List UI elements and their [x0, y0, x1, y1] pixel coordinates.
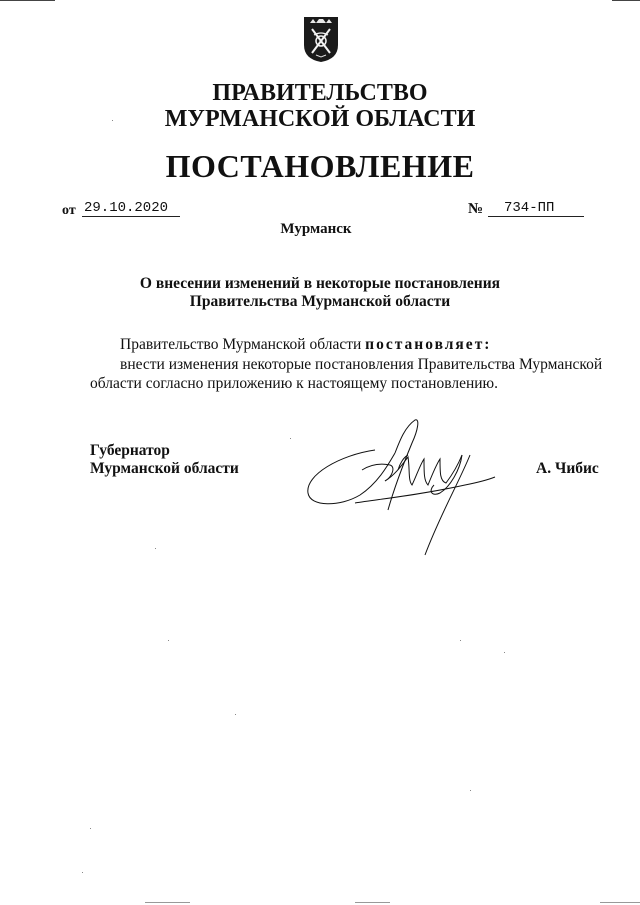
- signatory-name: А. Чибис: [536, 460, 599, 477]
- scan-speck: [155, 548, 156, 549]
- scan-edge-mark: [612, 0, 640, 1]
- body-line-1-prefix: Правительство Мурманской области: [120, 336, 366, 353]
- scan-edge-mark: [145, 902, 190, 903]
- organization-line-2: МУРМАНСКОЙ ОБЛАСТИ: [164, 106, 476, 132]
- scan-speck: [460, 640, 461, 641]
- scan-speck: [112, 120, 113, 121]
- body-line-3: области согласно приложению к настоящему постановлению.: [90, 375, 499, 392]
- signatory-title: [90, 442, 239, 478]
- scan-speck: [235, 714, 236, 715]
- handwritten-signature-icon: [300, 415, 500, 560]
- body-decree-word: постановляет:: [365, 336, 492, 353]
- document-type: ПОСТАНОВЛЕНИЕ: [165, 148, 475, 184]
- subject-line-1: О внесении изменений в некоторые постановления: [139, 275, 501, 292]
- scan-speck: [82, 872, 83, 873]
- scan-edge-mark: [0, 0, 55, 1]
- subject-line-2: Правительства Мурманской области: [189, 293, 451, 310]
- scan-edge-mark: [600, 902, 640, 903]
- scan-speck: [504, 652, 505, 653]
- scan-edge-mark: [355, 902, 390, 903]
- date-label: от: [62, 203, 76, 218]
- signatory-title-line-1: Губернатор: [90, 442, 170, 459]
- coat-of-arms-icon: [302, 15, 340, 63]
- scan-speck: [290, 438, 291, 439]
- body-line-2: внести изменения некоторые постановления Правительства Мурманской: [120, 356, 603, 373]
- document-subject: [0, 275, 640, 311]
- signatory-title-line-2: Мурманской области: [90, 460, 239, 477]
- scan-speck: [90, 828, 91, 829]
- organization-line-1: ПРАВИТЕЛЬСТВО: [212, 80, 428, 106]
- city: Мурманск: [280, 221, 352, 237]
- body-line-1: [120, 335, 491, 354]
- number-label: №: [468, 201, 484, 217]
- document-number: 734-ПП: [488, 200, 584, 217]
- document-date: 29.10.2020: [82, 200, 180, 217]
- scan-speck: [168, 640, 169, 641]
- organization-name: [0, 80, 640, 132]
- scan-speck: [470, 790, 471, 791]
